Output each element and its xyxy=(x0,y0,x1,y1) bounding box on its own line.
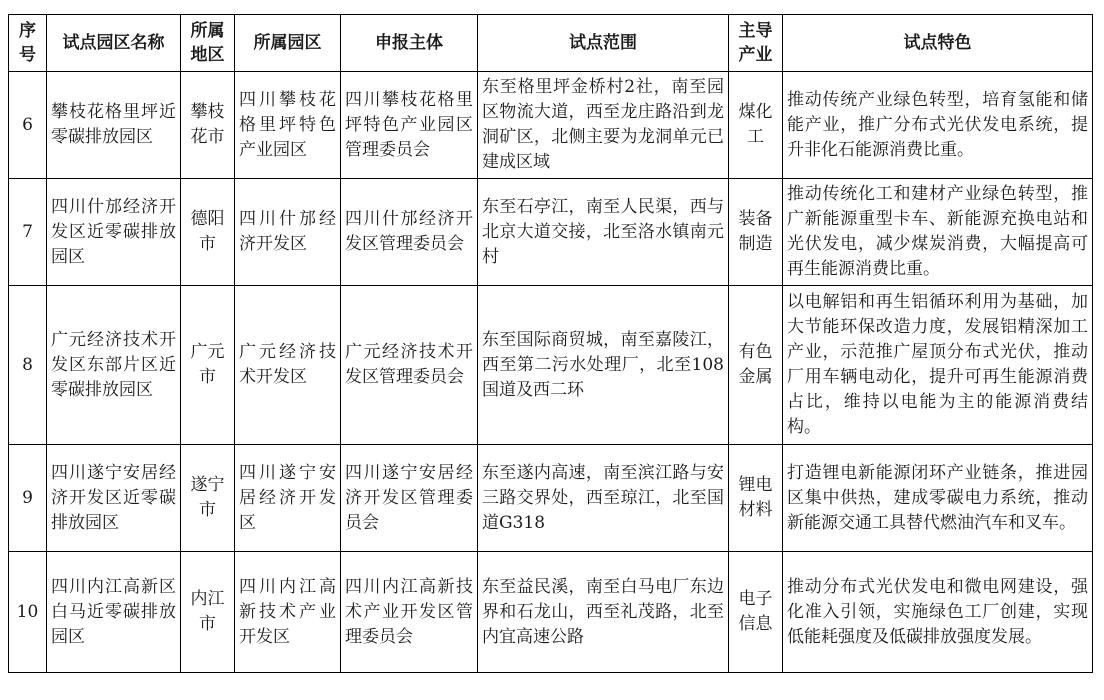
header-applicant: 申报主体 xyxy=(341,15,478,72)
cell-scope: 东至石亭江，南至人民渠，西与北京大道交接，北至洛水镇南元村 xyxy=(478,179,729,286)
cell-feature: 以电解铝和再生铝循环利用为基础，加大节能环保改造力度，发展铝精深加工产业，示范推广屋顶分布式光伏，推动厂用车辆电动化，提升可再生能源消费占比，维持以电能为主的能源消费结构。 xyxy=(783,286,1093,445)
cell-scope: 东至遂内高速，南至滨江路与安三路交界处，西至琼江，北至国道G318 xyxy=(478,445,729,552)
header-park: 所属园区 xyxy=(235,15,341,72)
header-seq: 序号 xyxy=(9,15,47,72)
cell-applicant: 四川什邡经济开发区管理委员会 xyxy=(341,179,478,286)
pilot-parks-table xyxy=(8,14,1093,673)
cell-region: 遂宁市 xyxy=(181,445,235,552)
cell-industry: 装备制造 xyxy=(729,179,783,286)
header-scope: 试点范围 xyxy=(478,15,729,72)
cell-feature: 推动传统化工和建材产业绿色转型，推广新能源重型卡车、新能源充换电站和光伏发电，减少煤炭消费，大幅提高可再生能源消费比重。 xyxy=(783,179,1093,286)
cell-park: 四川遂宁安居经济开发区 xyxy=(235,445,341,552)
cell-applicant: 四川遂宁安居经济开发区管理委员会 xyxy=(341,445,478,552)
cell-region: 攀枝花市 xyxy=(181,72,235,179)
table-row xyxy=(9,179,1093,286)
table-row xyxy=(9,286,1093,445)
cell-region: 德阳市 xyxy=(181,179,235,286)
cell-scope: 东至国际商贸城，南至嘉陵江，西至第二污水处理厂，北至108国道及西二环 xyxy=(478,286,729,445)
cell-name: 四川内江高新区白马近零碳排放园区 xyxy=(47,552,181,673)
cell-applicant: 广元经济技术开发区管理委员会 xyxy=(341,286,478,445)
table-row xyxy=(9,445,1093,552)
cell-seq: 6 xyxy=(9,72,47,179)
cell-name: 攀枝花格里坪近零碳排放园区 xyxy=(47,72,181,179)
header-feature: 试点特色 xyxy=(783,15,1093,72)
cell-park: 四川攀枝花格里坪特色产业园区 xyxy=(235,72,341,179)
cell-name: 四川遂宁安居经济开发区近零碳排放园区 xyxy=(47,445,181,552)
cell-seq: 10 xyxy=(9,552,47,673)
cell-feature: 推动分布式光伏发电和微电网建设，强化准入引领，实施绿色工厂创建，实现低能耗强度及低碳排放强度发展。 xyxy=(783,552,1093,673)
cell-feature: 推动传统产业绿色转型，培育氢能和储能产业，推广分布式光伏发电系统，提升非化石能源消费比重。 xyxy=(783,72,1093,179)
cell-park: 四川内江高新技术产业开发区 xyxy=(235,552,341,673)
cell-seq: 9 xyxy=(9,445,47,552)
table-row xyxy=(9,72,1093,179)
header-name: 试点园区名称 xyxy=(47,15,181,72)
cell-scope: 东至格里坪金桥村2社，南至园区物流大道，西至龙庄路沿到龙洞矿区，北侧主要为龙洞单元已建成区域 xyxy=(478,72,729,179)
cell-region: 广元市 xyxy=(181,286,235,445)
cell-industry: 电子信息 xyxy=(729,552,783,673)
header-region: 所属地区 xyxy=(181,15,235,72)
cell-industry: 煤化工 xyxy=(729,72,783,179)
cell-seq: 7 xyxy=(9,179,47,286)
cell-feature: 打造锂电新能源闭环产业链条，推进园区集中供热，建成零碳电力系统，推动新能源交通工具替代燃油汽车和叉车。 xyxy=(783,445,1093,552)
cell-name: 广元经济技术开发区东部片区近零碳排放园区 xyxy=(47,286,181,445)
cell-applicant: 四川内江高新技术产业开发区管理委员会 xyxy=(341,552,478,673)
cell-applicant: 四川攀枝花格里坪特色产业园区管理委员会 xyxy=(341,72,478,179)
cell-seq: 8 xyxy=(9,286,47,445)
cell-region: 内江市 xyxy=(181,552,235,673)
header-row xyxy=(9,15,1093,72)
cell-scope: 东至益民溪，南至白马电厂东边界和石龙山，西至礼茂路，北至内宜高速公路 xyxy=(478,552,729,673)
cell-industry: 锂电材料 xyxy=(729,445,783,552)
table-row xyxy=(9,552,1093,673)
cell-park: 广元经济技术开发区 xyxy=(235,286,341,445)
cell-industry: 有色金属 xyxy=(729,286,783,445)
cell-park: 四川什邡经济开发区 xyxy=(235,179,341,286)
cell-name: 四川什邡经济开发区近零碳排放园区 xyxy=(47,179,181,286)
header-industry: 主导产业 xyxy=(729,15,783,72)
